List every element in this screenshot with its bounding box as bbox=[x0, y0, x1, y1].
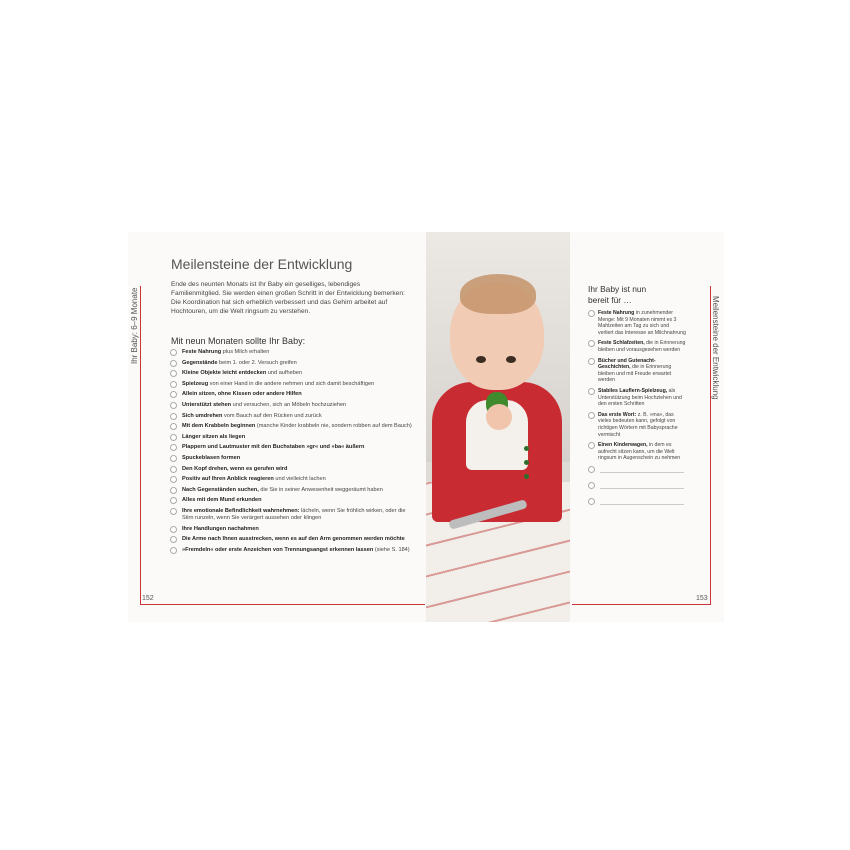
checkbox-circle-icon[interactable] bbox=[170, 402, 177, 409]
checkbox-circle-icon[interactable] bbox=[170, 360, 177, 367]
write-in-line bbox=[600, 504, 684, 505]
checkbox-circle-icon[interactable] bbox=[588, 482, 595, 489]
write-in-line bbox=[600, 472, 684, 473]
checklist-item: Ihre Handlungen nachahmen bbox=[168, 526, 418, 533]
checklist-item: Bücher und Gutenacht-Geschichten, die in Erinnerung bleiben und mit Freude erwartet werden bbox=[586, 358, 686, 384]
right-heading: Ihr Baby ist nun bereit für … bbox=[588, 284, 647, 305]
checkbox-circle-icon[interactable] bbox=[588, 310, 595, 317]
blank-checklist-line[interactable] bbox=[586, 498, 686, 510]
checklist-item: Gegenstände beim 1. oder 2. Versuch greifen bbox=[168, 360, 418, 367]
checkbox-circle-icon[interactable] bbox=[588, 498, 595, 505]
checklist-item: Feste Schlafzeiten, die in Erinnerung bleiben und vorausgesehen werden bbox=[586, 340, 686, 353]
checkbox-circle-icon[interactable] bbox=[170, 391, 177, 398]
baby-eye bbox=[506, 356, 516, 363]
page-title: Meilensteine der Entwicklung bbox=[171, 256, 353, 272]
left-page bbox=[128, 232, 426, 622]
baby-eye bbox=[476, 356, 486, 363]
blank-checklist-line[interactable] bbox=[586, 466, 686, 478]
checkbox-circle-icon[interactable] bbox=[170, 508, 177, 515]
checklist-item: Einen Kinderwagen, in dem es aufrecht sitzen kann, um die Welt ringsum in Augenschein zu nehmen bbox=[586, 442, 686, 462]
checkbox-circle-icon[interactable] bbox=[170, 536, 177, 543]
checklist-item: Kleine Objekte leicht entdecken und aufheben bbox=[168, 370, 418, 377]
checkbox-circle-icon[interactable] bbox=[170, 455, 177, 462]
page-number-left: 152 bbox=[142, 595, 154, 602]
ready-for-checklist bbox=[586, 310, 686, 514]
checklist-item: »Fremdeln« oder erste Anzeichen von Trennungsangst erkennen lassen (siehe S. 184) bbox=[168, 547, 418, 554]
checklist-item: Den Kopf drehen, wenn es gerufen wird bbox=[168, 466, 418, 473]
checkbox-circle-icon[interactable] bbox=[588, 412, 595, 419]
running-head-left: Ihr Baby: 6–9 Monate bbox=[130, 287, 139, 364]
checkbox-circle-icon[interactable] bbox=[170, 526, 177, 533]
intro-paragraph: Ende des neunten Monats ist Ihr Baby ein geselliges, lebendiges Familienmitglied. Sie werden einen großen Schritt in der Entwicklung bemerken: Die Koordination hat sich erheblich verbessert und das Gehirn arbeitet auf Hochtouren, um die Welt ringsum zu verstehen. bbox=[171, 281, 405, 315]
baby-photo bbox=[426, 232, 570, 622]
checklist-item: Länger sitzen als liegen bbox=[168, 434, 418, 441]
checkbox-circle-icon[interactable] bbox=[170, 476, 177, 483]
checklist-item: Sich umdrehen vom Bauch auf den Rücken und zurück bbox=[168, 413, 418, 420]
checkbox-circle-icon[interactable] bbox=[170, 444, 177, 451]
checklist-item: Feste Nahrung plus Milch erhalten bbox=[168, 349, 418, 356]
right-page bbox=[570, 232, 724, 622]
checkbox-circle-icon[interactable] bbox=[170, 370, 177, 377]
checklist-item: Plappern und Lautmuster mit den Buchstaben »gr« und »ba« äußern bbox=[168, 444, 418, 451]
checklist-item: Allein sitzen, ohne Kissen oder andere Hilfen bbox=[168, 391, 418, 398]
checklist-item: Feste Nahrung in zunehmender Menge: Mit 9 Monaten nimmt es 3 Mahlzeiten am Tag zu sich und verliert das Interesse an Milchnahrung bbox=[586, 310, 686, 336]
checkbox-circle-icon[interactable] bbox=[170, 466, 177, 473]
checkbox-circle-icon[interactable] bbox=[170, 423, 177, 430]
baby-hair bbox=[460, 274, 536, 314]
checklist-heading: Mit neun Monaten sollte Ihr Baby: bbox=[171, 336, 306, 346]
checkbox-circle-icon[interactable] bbox=[170, 547, 177, 554]
blank-checklist-line[interactable] bbox=[586, 482, 686, 494]
checkbox-circle-icon[interactable] bbox=[588, 388, 595, 395]
checklist-item: Nach Gegenständen suchen, die Sie in seiner Anwesenheit weggeräumt haben bbox=[168, 487, 418, 494]
checkbox-circle-icon[interactable] bbox=[170, 497, 177, 504]
checkbox-circle-icon[interactable] bbox=[170, 381, 177, 388]
checklist-item: Spielzeug von einer Hand in die andere nehmen und sich damit beschäftigen bbox=[168, 381, 418, 388]
checklist-item: Unterstützt stehen und versuchen, sich an Möbeln hochzuziehen bbox=[168, 402, 418, 409]
checkbox-circle-icon[interactable] bbox=[170, 413, 177, 420]
checkbox-circle-icon[interactable] bbox=[170, 349, 177, 356]
checkbox-circle-icon[interactable] bbox=[588, 442, 595, 449]
checkbox-circle-icon[interactable] bbox=[588, 358, 595, 365]
checkbox-circle-icon[interactable] bbox=[588, 466, 595, 473]
checklist-item: Alles mit dem Mund erkunden bbox=[168, 497, 418, 504]
baby-hand bbox=[486, 404, 512, 430]
checklist-item: Positiv auf Ihren Anblick reagieren und vielleicht lachen bbox=[168, 476, 418, 483]
checklist-item: Das erste Wort: z. B. »ma«, das vieles bedeuten kann, gefolgt von richtigen Wörtern mit Babysprache vermischt bbox=[586, 412, 686, 438]
checkbox-circle-icon[interactable] bbox=[170, 487, 177, 494]
vest-button bbox=[524, 446, 529, 451]
page-number-right: 153 bbox=[696, 595, 708, 602]
book-spread bbox=[128, 232, 724, 622]
running-head-right: Meilensteine der Entwicklung bbox=[711, 296, 720, 400]
checkbox-circle-icon[interactable] bbox=[170, 434, 177, 441]
checklist-item: Die Arme nach Ihnen ausstrecken, wenn es auf den Arm genommen werden möchte bbox=[168, 536, 418, 543]
vest-button bbox=[524, 460, 529, 465]
checklist-item: Spuckeblasen formen bbox=[168, 455, 418, 462]
checklist-item: Stabiles Lauflern-Spielzeug, als Unterstützung beim Hochziehen und den ersten Schritten bbox=[586, 388, 686, 408]
milestone-checklist bbox=[168, 349, 418, 557]
checklist-item: Mit dem Krabbeln beginnen (manche Kinder krabbeln nie, sondern robben auf dem Bauch) bbox=[168, 423, 418, 430]
write-in-line bbox=[600, 488, 684, 489]
checklist-item: Ihre emotionale Befindlichkeit wahrnehmen: lächeln, wenn Sie fröhlich wirken, oder die Stirn runzeln, wenn Sie verärgert aussehen oder klingen bbox=[168, 508, 418, 522]
vest-button bbox=[524, 474, 529, 479]
checkbox-circle-icon[interactable] bbox=[588, 340, 595, 347]
